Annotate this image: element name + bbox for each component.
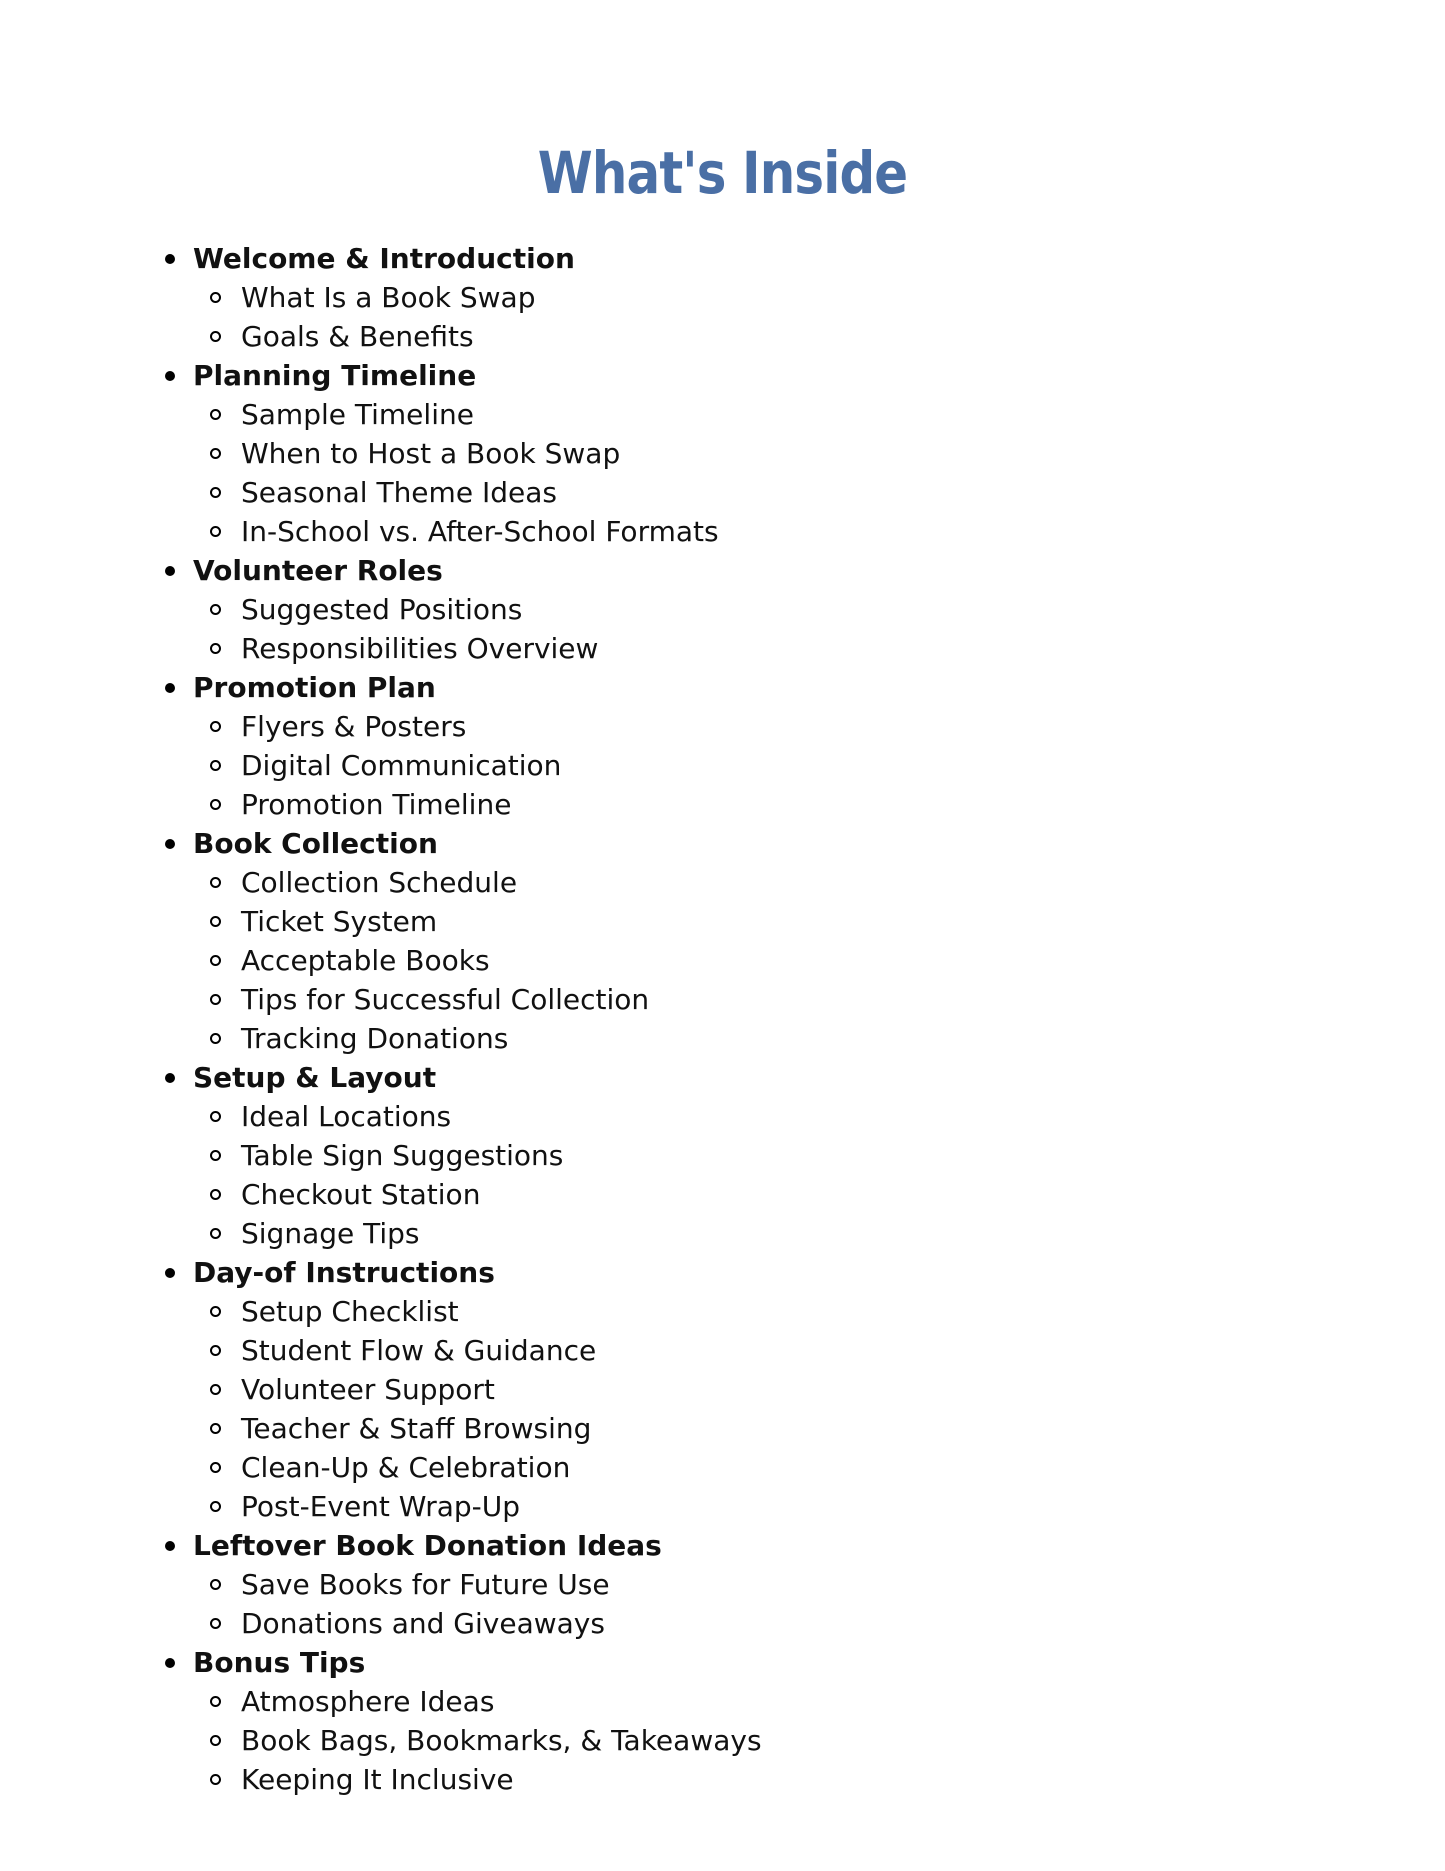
list-item [0, 1409, 1100, 1448]
bullet-circle-icon [210, 994, 221, 1005]
section-heading-label: Day-of Instructions [193, 1256, 495, 1289]
list-item [0, 512, 1100, 551]
list-item [0, 278, 1100, 317]
bullet-circle-icon [210, 1462, 221, 1473]
list-item-label: Table Sign Suggestions [241, 1139, 564, 1172]
list-item [0, 1565, 1100, 1604]
section-heading [0, 668, 1100, 707]
list-item-label: In-School vs. After-School Formats [241, 515, 719, 548]
list-item-label: Tracking Donations [241, 1022, 509, 1055]
list-item [0, 1448, 1100, 1487]
bullet-circle-icon [210, 1696, 221, 1707]
section-heading [0, 1526, 1100, 1565]
list-item-label: Acceptable Books [241, 944, 490, 977]
bullet-circle-icon [210, 1618, 221, 1629]
sub-item-list [0, 395, 1100, 551]
bullet-circle-icon [210, 1228, 221, 1239]
section-heading-label: Planning Timeline [193, 359, 477, 392]
list-item [0, 1604, 1100, 1643]
bullet-circle-icon [210, 760, 221, 771]
sub-item-list [0, 1565, 1100, 1643]
list-item [0, 1175, 1100, 1214]
list-item-label: Suggested Positions [241, 593, 523, 626]
list-item [0, 1370, 1100, 1409]
sub-item-list [0, 1682, 1100, 1799]
section-heading-label: Leftover Book Donation Ideas [193, 1529, 662, 1562]
list-item-label: Checkout Station [241, 1178, 481, 1211]
list-item-label: Keeping It Inclusive [241, 1763, 514, 1796]
list-item [0, 1019, 1100, 1058]
section-heading-label: Bonus Tips [193, 1646, 366, 1679]
section-heading-label: Promotion Plan [193, 671, 436, 704]
list-item-label: Atmosphere Ideas [241, 1685, 495, 1718]
section-heading-label: Welcome & Introduction [193, 242, 575, 275]
list-item-label: Donations and Giveaways [241, 1607, 605, 1640]
list-item [0, 1760, 1100, 1799]
list-item [0, 1682, 1100, 1721]
list-item-label: Promotion Timeline [241, 788, 512, 821]
list-item [0, 980, 1100, 1019]
list-item-label: Clean-Up & Celebration [241, 1451, 571, 1484]
list-item-label: Ticket System [241, 905, 438, 938]
section-heading [0, 1253, 1100, 1292]
sub-item-list [0, 1292, 1100, 1526]
bullet-circle-icon [210, 916, 221, 927]
toc-section [0, 1253, 1100, 1526]
toc-section [0, 239, 1100, 356]
list-item [0, 707, 1100, 746]
list-item-label: Tips for Successful Collection [241, 983, 650, 1016]
list-item [0, 1136, 1100, 1175]
bullet-circle-icon [210, 487, 221, 498]
sub-item-list [0, 1097, 1100, 1253]
list-item-label: Seasonal Theme Ideas [241, 476, 557, 509]
bullet-circle-icon [210, 1735, 221, 1746]
toc-section [0, 551, 1100, 668]
bullet-circle-icon [210, 604, 221, 615]
sub-item-list [0, 707, 1100, 824]
list-item-label: Ideal Locations [241, 1100, 452, 1133]
list-item-label: Volunteer Support [241, 1373, 495, 1406]
list-item-label: Flyers & Posters [241, 710, 467, 743]
toc-section [0, 356, 1100, 551]
bullet-disc-icon [165, 1268, 175, 1278]
sub-item-list [0, 590, 1100, 668]
list-item [0, 941, 1100, 980]
list-item-label: Save Books for Future Use [241, 1568, 610, 1601]
list-item-label: Post-Event Wrap-Up [241, 1490, 521, 1523]
bullet-circle-icon [210, 1306, 221, 1317]
list-item-label: Goals & Benefits [241, 320, 474, 353]
list-item [0, 395, 1100, 434]
list-item-label: When to Host a Book Swap [241, 437, 621, 470]
section-heading [0, 356, 1100, 395]
bullet-circle-icon [210, 331, 221, 342]
section-heading-label: Book Collection [193, 827, 438, 860]
list-item [0, 863, 1100, 902]
bullet-disc-icon [165, 683, 175, 693]
toc-section [0, 824, 1100, 1058]
bullet-disc-icon [165, 1073, 175, 1083]
section-heading [0, 1643, 1100, 1682]
bullet-circle-icon [210, 1033, 221, 1044]
page-title: What's Inside [537, 139, 908, 207]
bullet-circle-icon [210, 799, 221, 810]
bullet-circle-icon [210, 1579, 221, 1590]
bullet-circle-icon [210, 721, 221, 732]
list-item [0, 1214, 1100, 1253]
bullet-circle-icon [210, 1501, 221, 1512]
list-item [0, 1292, 1100, 1331]
bullet-circle-icon [210, 1774, 221, 1785]
list-item [0, 434, 1100, 473]
list-item [0, 590, 1100, 629]
section-heading [0, 824, 1100, 863]
list-item [0, 746, 1100, 785]
list-item-label: What Is a Book Swap [241, 281, 536, 314]
bullet-disc-icon [165, 254, 175, 264]
bullet-circle-icon [210, 877, 221, 888]
list-item-label: Sample Timeline [241, 398, 474, 431]
sub-item-list [0, 863, 1100, 1058]
bullet-circle-icon [210, 1345, 221, 1356]
toc-section [0, 1526, 1100, 1643]
bullet-circle-icon [210, 1150, 221, 1161]
list-item-label: Digital Communication [241, 749, 562, 782]
section-heading [0, 551, 1100, 590]
list-item [0, 629, 1100, 668]
list-item-label: Setup Checklist [241, 1295, 459, 1328]
bullet-disc-icon [165, 1541, 175, 1551]
list-item [0, 902, 1100, 941]
bullet-circle-icon [210, 1111, 221, 1122]
list-item [0, 1331, 1100, 1370]
bullet-disc-icon [165, 839, 175, 849]
list-item-label: Student Flow & Guidance [241, 1334, 597, 1367]
bullet-circle-icon [210, 292, 221, 303]
toc-section [0, 1643, 1100, 1799]
section-heading-label: Setup & Layout [193, 1061, 437, 1094]
list-item-label: Signage Tips [241, 1217, 420, 1250]
list-item [0, 785, 1100, 824]
list-item [0, 1721, 1100, 1760]
toc-section [0, 1058, 1100, 1253]
section-heading [0, 239, 1100, 278]
bullet-circle-icon [210, 1423, 221, 1434]
bullet-disc-icon [165, 1658, 175, 1668]
list-item [0, 473, 1100, 512]
bullet-disc-icon [165, 371, 175, 381]
list-item-label: Book Bags, Bookmarks, & Takeaways [241, 1724, 762, 1757]
list-item-label: Teacher & Staff Browsing [241, 1412, 592, 1445]
bullet-circle-icon [210, 1189, 221, 1200]
bullet-circle-icon [210, 526, 221, 537]
list-item [0, 317, 1100, 356]
bullet-circle-icon [210, 643, 221, 654]
table-of-contents [0, 239, 1100, 1799]
bullet-circle-icon [210, 409, 221, 420]
bullet-disc-icon [165, 566, 175, 576]
bullet-circle-icon [210, 955, 221, 966]
bullet-circle-icon [210, 448, 221, 459]
list-item-label: Responsibilities Overview [241, 632, 599, 665]
bullet-circle-icon [210, 1384, 221, 1395]
section-heading [0, 1058, 1100, 1097]
section-heading-label: Volunteer Roles [193, 554, 443, 587]
list-item-label: Collection Schedule [241, 866, 518, 899]
list-item [0, 1487, 1100, 1526]
list-item [0, 1097, 1100, 1136]
sub-item-list [0, 278, 1100, 356]
toc-section [0, 668, 1100, 824]
